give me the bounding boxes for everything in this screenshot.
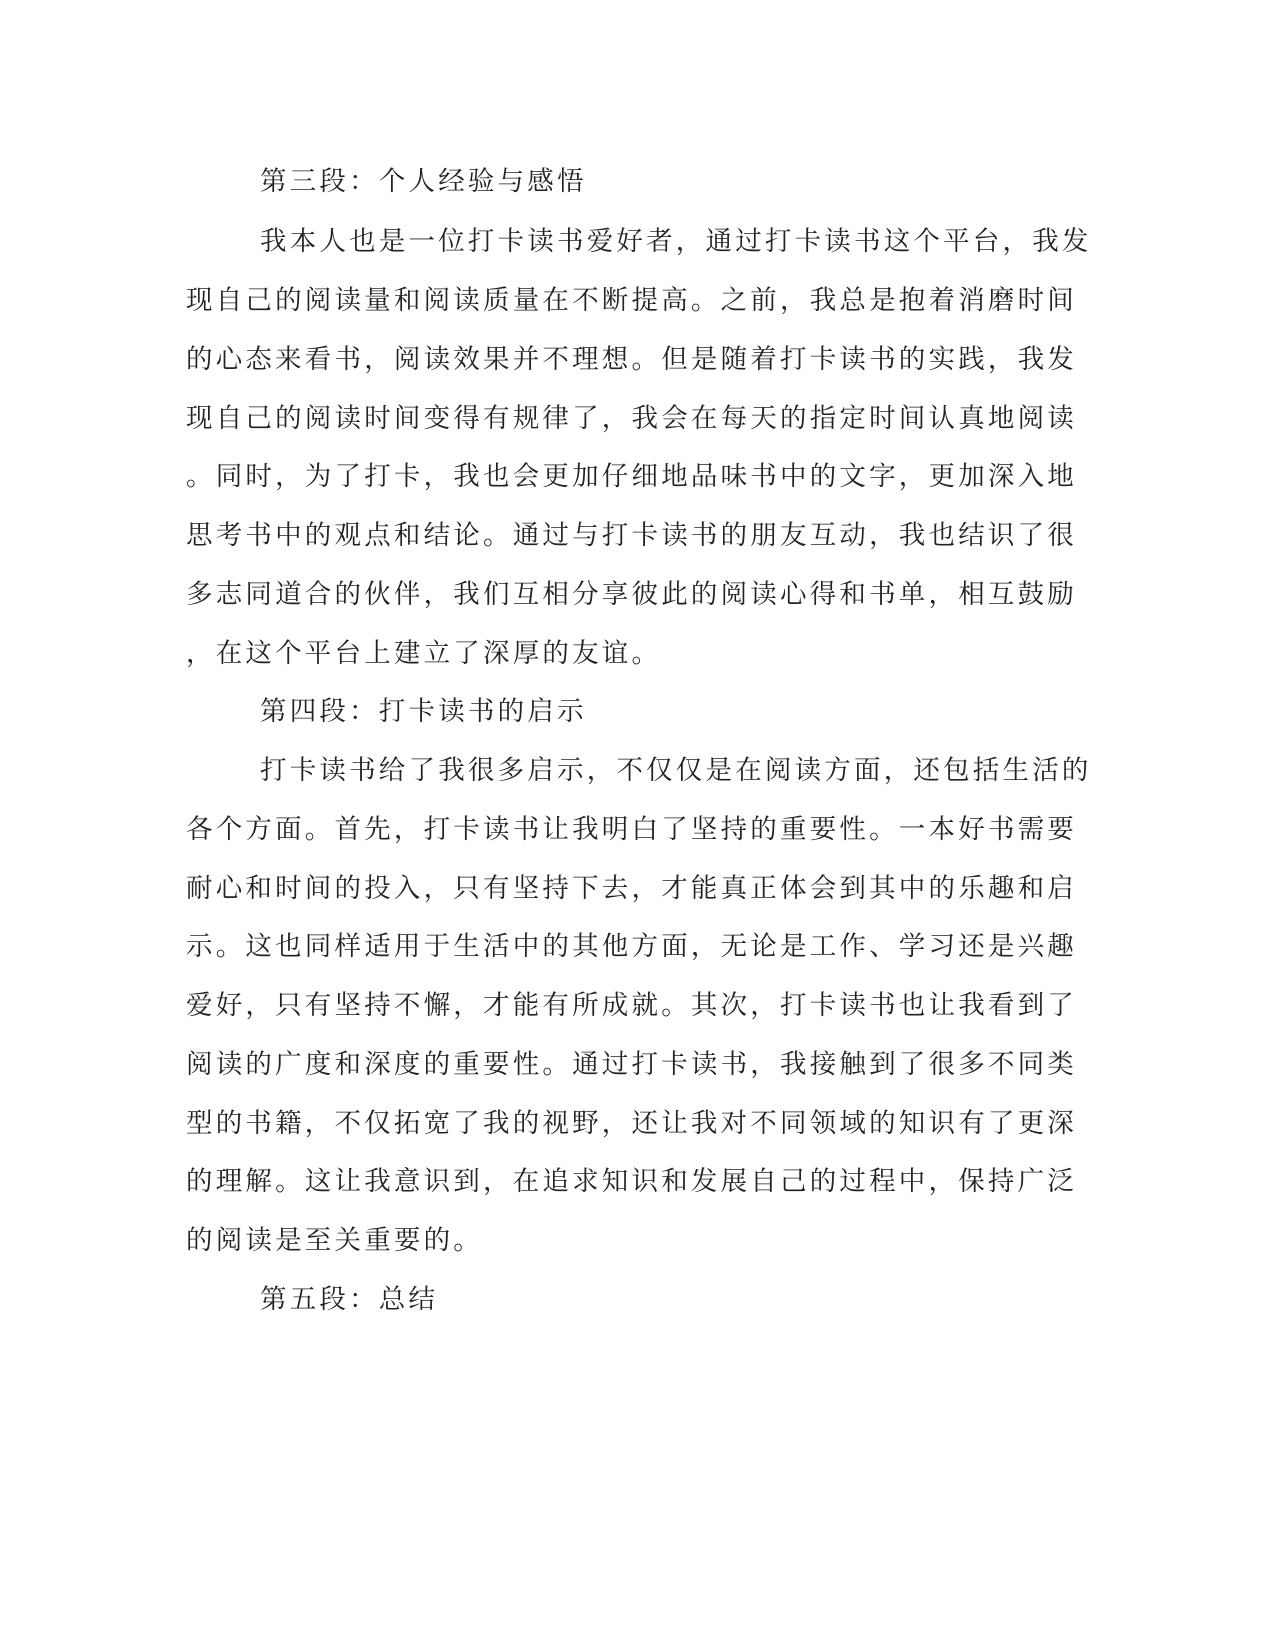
section-heading-3: 第三段：个人经验与感悟	[260, 166, 587, 197]
paragraph-line: 。同时，为了打卡，我也会更加仔细地品味书中的文字，更加深入地	[186, 461, 1077, 492]
paragraph-line: 思考书中的观点和结论。通过与打卡读书的朋友互动，我也结识了很	[186, 520, 1077, 551]
paragraph-line: 示。这也同样适用于生活中的其他方面，无论是工作、学习还是兴趣	[186, 931, 1077, 962]
paragraph-line: 耐心和时间的投入，只有坚持下去，才能真正体会到其中的乐趣和启	[186, 873, 1077, 904]
paragraph-line: 的阅读是至关重要的。	[186, 1225, 483, 1256]
paragraph-line: 阅读的广度和深度的重要性。通过打卡读书，我接触到了很多不同类	[186, 1049, 1077, 1080]
section-heading-5: 第五段：总结	[260, 1284, 439, 1315]
paragraph-line: 现自己的阅读量和阅读质量在不断提高。之前，我总是抱着消磨时间	[186, 285, 1077, 316]
section-heading-4: 第四段：打卡读书的启示	[260, 696, 587, 727]
paragraph-line: 的理解。这让我意识到，在追求知识和发展自己的过程中，保持广泛	[186, 1166, 1077, 1197]
paragraph-line: 现自己的阅读时间变得有规律了，我会在每天的指定时间认真地阅读	[186, 403, 1077, 434]
paragraph-line: 型的书籍，不仅拓宽了我的视野，还让我对不同领域的知识有了更深	[186, 1108, 1077, 1139]
paragraph-line: 多志同道合的伙伴，我们互相分享彼此的阅读心得和书单，相互鼓励	[186, 579, 1077, 610]
paragraph-line: 打卡读书给了我很多启示，不仅仅是在阅读方面，还包括生活的	[260, 755, 1092, 786]
paragraph-line: 各个方面。首先，打卡读书让我明白了坚持的重要性。一本好书需要	[186, 814, 1077, 845]
paragraph-line: ，在这个平台上建立了深厚的友谊。	[186, 638, 662, 669]
paragraph-line: 我本人也是一位打卡读书爱好者，通过打卡读书这个平台，我发	[260, 226, 1092, 257]
paragraph-line: 的心态来看书，阅读效果并不理想。但是随着打卡读书的实践，我发	[186, 344, 1077, 375]
paragraph-line: 爱好，只有坚持不懈，才能有所成就。其次，打卡读书也让我看到了	[186, 990, 1077, 1021]
